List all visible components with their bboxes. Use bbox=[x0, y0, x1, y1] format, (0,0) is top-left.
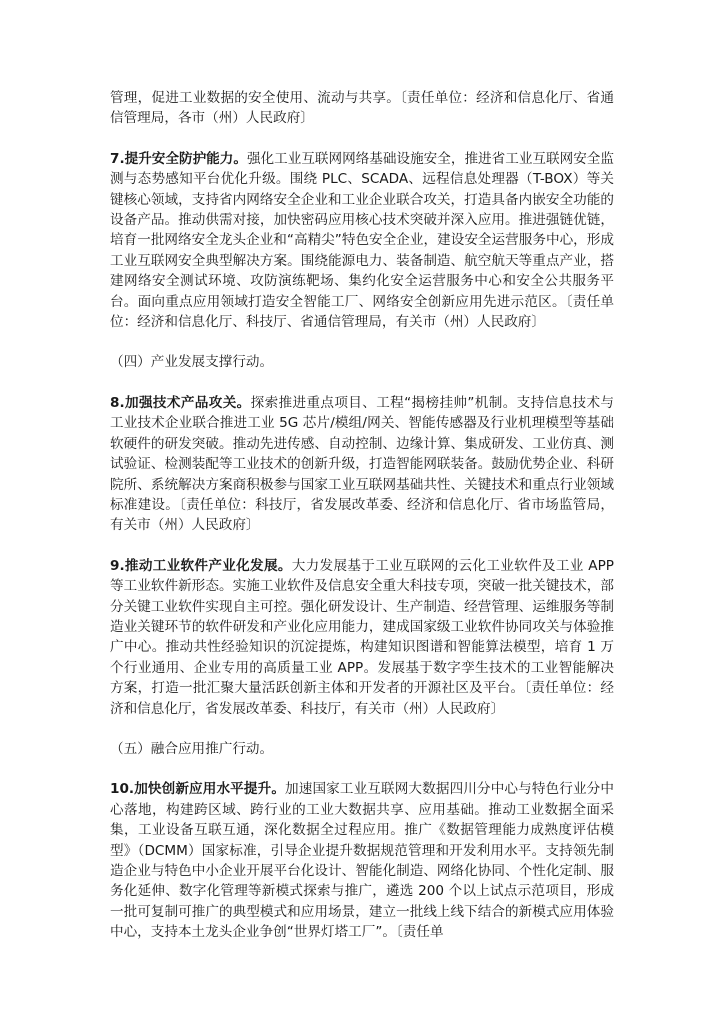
paragraph-continuation bbox=[110, 88, 614, 129]
section-heading-5 bbox=[110, 739, 614, 759]
paragraph-text: 加速国家工业互联网大数据四川分中心与特色行业分中心落地，构建跨区域、跨行业的工业大数据共享、应用基础。推动工业数据全面采集，工业设备互联互通，深化数据全过程应用。推广《数据管理能力成熟度评估模型》（DCMM）国家标准，引导企业提升数据规范管理和开发利用水平。支持领先制造企业与特色中小企业开展平台化设计、智能化制造、网络化协同、个性化定制、服务化延伸、数字化管理等新模式探索与推广，遴选 200 个以上试点示范项目，形成一批可复制可推广的典型模式和应用场景，建立一批线上线下结合的新模式应用体验中心，支持本土龙头企业争创“世界灯塔工厂”。〔责任单 bbox=[110, 781, 614, 941]
section-heading-text: （四）产业发展支撑行动。 bbox=[110, 354, 274, 371]
item-title: 10.加快创新应用水平提升。 bbox=[110, 781, 286, 798]
section-heading-text: （五）融合应用推广行动。 bbox=[110, 740, 274, 757]
paragraph-text: 探索推进重点项目、工程“揭榜挂帅”机制。支持信息技术与工业技术企业联合推进工业 5G 芯片/模组/网关、智能传感器及行业机理模型等基础软硬件的研发突破。推动先进传感、自动控制、边缘计算、集成研发、工业仿真、测试验证、检测装配等工业技术的创新升级，打造智能网联装备。鼓励优势企业、科研院所、系统解决方案商积极参与国家工业互联网基础共性、关键技术和重点行业领域标准建设。〔责任单位：科技厅，省发展改革委、经济和信息化厅、省市场监管局，有关市（州）人民政府〕 bbox=[110, 394, 614, 534]
paragraph-item-7 bbox=[110, 149, 614, 333]
document-page bbox=[110, 88, 614, 963]
section-heading-4 bbox=[110, 352, 614, 372]
item-title: 7.提升安全防护能力。 bbox=[110, 150, 247, 167]
paragraph-item-10 bbox=[110, 779, 614, 942]
paragraph-item-8 bbox=[110, 393, 614, 536]
item-title: 9.推动工业软件产业化发展。 bbox=[110, 557, 292, 574]
paragraph-item-9 bbox=[110, 556, 614, 719]
item-title: 8.加强技术产品攻关。 bbox=[110, 394, 251, 411]
paragraph-text: 大力发展基于工业互联网的云化工业软件及工业 APP 等工业软件新形态。实施工业软件及信息安全重大科技专项，突破一批关键技术，部分关键工业软件实现自主可控。强化研发设计、生产制造、经营管理、运维服务等制造业关键环节的软件研发和产业化应用能力，建成国家级工业软件协同攻关与体验推广中心。推动共性经验知识的沉淀提炼，构建知识图谱和智能算法模型，培育 1 万个行业通用、企业专用的高质量工业 APP。发展基于数字孪生技术的工业智能解决方案，打造一批汇聚大量活跃创新主体和开发者的开源社区及平台。〔责任单位：经济和信息化厅，省发展改革委、科技厅，有关市（州）人民政府〕 bbox=[110, 557, 614, 717]
paragraph-text: 强化工业互联网网络基础设施安全，推进省工业互联网安全监测与态势感知平台优化升级。围绕 PLC、SCADA、远程信息处理器（T-BOX）等关键核心领域，支持省内网络安全企业和工业企业联合攻关，打造具备内嵌安全功能的设备产品。推动供需对接，加快密码应用核心技术突破并深入应用。推进强链优链，培育一批网络安全龙头企业和“高精尖”特色安全企业，建设安全运营服务中心，形成工业互联网安全典型解决方案。围绕能源电力、装备制造、航空航天等重点产业，搭建网络安全测试环境、攻防演练靶场、集约化安全运营服务中心和安全公共服务平台。面向重点应用领域打造安全智能工厂、网络安全创新应用先进示范区。〔责任单位：经济和信息化厅、科技厅、省通信管理局，有关市（州）人民政府〕 bbox=[110, 150, 614, 331]
paragraph-text: 管理，促进工业数据的安全使用、流动与共享。〔责任单位：经济和信息化厅、省通信管理局，各市（州）人民政府〕 bbox=[110, 90, 614, 127]
